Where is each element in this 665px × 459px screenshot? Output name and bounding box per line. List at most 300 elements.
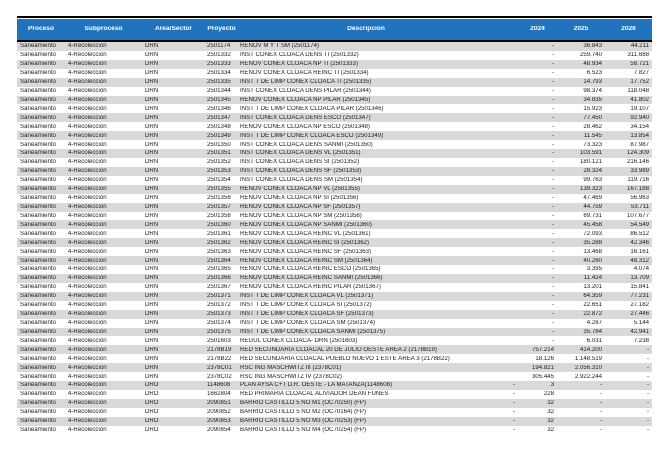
cell-2026: 77.231 (630, 293, 649, 300)
cell-2026: - (646, 382, 649, 389)
cell-proceso: Saneamiento (20, 427, 56, 434)
cell-subproceso: 4-Recolección (68, 391, 107, 398)
cell-proceso: Saneamiento (20, 337, 56, 344)
cell-proyecto: 2378C02 (207, 373, 232, 380)
cell-area-sector: DRN (145, 195, 159, 202)
cell-2024: - (551, 221, 554, 228)
cell-proceso: Saneamiento (20, 302, 56, 309)
cell-subproceso: 4-Recolección (68, 195, 107, 202)
cell-proyecto: 2501363 (207, 248, 231, 255)
table-row (17, 122, 652, 131)
cell-descripcion: RENOV CONEX CLOACA REINC PILAR (2501367) (240, 284, 381, 291)
cell-proceso: Saneamiento (20, 132, 56, 139)
cell-proyecto: 2501174 (207, 43, 231, 50)
cell-proyecto: 2501355 (207, 186, 231, 193)
cell-descripcion: RENOV CONEX CLOACA REINC TI (2501334) (240, 70, 369, 77)
cell-subproceso: 4-Recolección (68, 328, 107, 335)
cell-2024: - (551, 61, 554, 68)
cell-proyecto: 2090853 (207, 418, 231, 425)
cell-2024: - (551, 284, 554, 291)
cell-2026: 48.312 (630, 257, 649, 264)
cell-area-sector: DRO (145, 400, 159, 407)
cell-proyecto: 2501348 (207, 123, 231, 130)
cell-descripcion: INST T DE LIMP CONEX CLOACA SM (2501374) (240, 319, 376, 326)
cell-subproceso: 4-Recolección (68, 141, 107, 148)
cell-area-sector: DRN (145, 311, 159, 318)
cell-area-sector: DRN (145, 212, 159, 219)
cell-2025: 259.740 (579, 52, 602, 59)
cell-area-sector: DRN (145, 293, 159, 300)
cell-subproceso: 4-Recolección (68, 159, 107, 166)
cell-descripcion: RENOV CONEX CLOACA REINC SF (2501363) (240, 248, 372, 255)
cell-proyecto: 2178B19 (207, 346, 232, 353)
cell-proyecto: 2501371 (207, 293, 231, 300)
cell-2025: 47.469 (583, 195, 602, 202)
col-header-2025: 2025 (573, 26, 589, 33)
cell-descripcion: BARRIO CASTILLO 5 NO M4 (OC70254) (FP) (240, 427, 366, 434)
cell-area-sector: DRN (145, 230, 159, 237)
cell-proyecto: 2501362 (207, 239, 231, 246)
cell-2026: 17.752 (630, 79, 649, 86)
cell-proyecto: 1662804 (207, 391, 231, 398)
table-row (17, 60, 652, 69)
table-row (17, 238, 652, 247)
cell-proceso: Saneamiento (20, 88, 56, 95)
cell-2024: - (551, 230, 554, 237)
cell-2024: - (551, 302, 554, 309)
cell-proyecto: 2378C01 (207, 364, 232, 371)
cell-proceso: Saneamiento (20, 391, 56, 398)
cell-proceso: Saneamiento (20, 150, 56, 157)
cell-area-sector: DRN (145, 373, 159, 380)
cell-area-sector: DRN (145, 355, 159, 362)
table-row (17, 140, 652, 149)
cell-descripcion: RENOV M Y T SM (2501174) (240, 43, 320, 50)
cell-2026: 58.721 (630, 61, 649, 68)
cell-subproceso: 4-Recolección (68, 427, 107, 434)
cell-2025: 34.835 (583, 96, 602, 103)
cell-area-sector: DRN (145, 52, 159, 59)
cell-proceso: Saneamiento (20, 373, 56, 380)
cell-subproceso: 4-Recolección (68, 275, 107, 282)
table-row (17, 113, 652, 122)
cell-2024: 305.445 (531, 373, 554, 380)
cell-2026: 53.711 (630, 204, 649, 210)
table-row (17, 426, 652, 435)
cell-area-sector: DRN (145, 43, 159, 50)
cell-descripcion: RENOV CONEX CLOACA NP VL (2501355) (240, 186, 360, 193)
cell-subproceso: 4-Recolección (68, 364, 107, 371)
cell-2024: - (551, 105, 554, 112)
cell-proyecto: 2501361 (207, 230, 231, 237)
cell-area-sector: DRN (145, 159, 159, 166)
cell-2025: 3.395 (586, 266, 602, 273)
cell-subproceso: 4-Recolección (68, 311, 107, 318)
cell-2026: - (646, 427, 649, 434)
cell-area-sector: DRN (145, 319, 159, 326)
cell-area-sector: DRN (145, 221, 159, 228)
cell-2025: - (599, 409, 602, 416)
cell-2025: 2.056.310 (574, 364, 602, 371)
cell-descripcion: RED SECUNDARIA CLOACAL 20 DE JULIO OESTE AREA 2 (2178B19) (240, 346, 437, 353)
cell-proceso: Saneamiento (20, 275, 56, 282)
cell-descripcion: RENOV CONEX CLOACA NP ESCO (2501348) (240, 123, 370, 130)
cell-proyecto: 2501360 (207, 221, 231, 228)
cell-area-sector: DRO (145, 427, 159, 434)
col-header-subproceso: Subproceso (84, 26, 123, 33)
table-row (17, 292, 652, 301)
cell-proyecto: 2501349 (207, 132, 231, 139)
cell-2026: 92.940 (630, 114, 649, 121)
table-row (17, 229, 652, 238)
cell-2024: - (551, 275, 554, 282)
cell-subproceso: 4-Recolección (68, 96, 107, 103)
cell-subproceso: 4-Recolección (68, 168, 107, 175)
cell-2026: 33.989 (630, 168, 649, 175)
cell-2026: 7.827 (633, 70, 649, 77)
table-header-row (17, 19, 652, 42)
table-row (17, 390, 652, 399)
cell-proceso: Saneamiento (20, 319, 56, 326)
cell-area-sector: DRN (145, 105, 159, 112)
cell-proyecto: 2178B22 (207, 355, 232, 362)
cell-area-sector: DRN (145, 328, 159, 335)
cell-2024: - (551, 43, 554, 50)
cell-2026: - (646, 418, 649, 425)
cell-2024: - (551, 96, 554, 103)
cell-proyecto: 2501334 (207, 70, 231, 77)
cell-area-sector: DRN (145, 257, 159, 264)
cell-descripcion: BARRIO CASTILLO 5 NO M3 (OC70253) (FP) (240, 418, 366, 425)
cell-proyecto: 2501372 (207, 302, 231, 309)
cell-2024: - (551, 212, 554, 219)
cell-proceso: Saneamiento (20, 212, 56, 219)
cell-2025: 22.872 (583, 311, 602, 318)
cell-subproceso: 4-Recolección (68, 409, 107, 416)
cell-subproceso: 4-Recolección (68, 346, 107, 353)
cell-proyecto: 2501356 (207, 195, 231, 202)
table-row (17, 408, 652, 417)
table-row (17, 42, 652, 51)
cell-area-sector: DRN (145, 114, 159, 121)
cell-2025: 4.287 (586, 319, 602, 326)
cell-area-sector: DRN (145, 177, 159, 184)
cell-proyecto: 2501351 (207, 150, 231, 157)
cell-2025: - (599, 382, 602, 389)
cell-subproceso: 4-Recolección (68, 266, 107, 273)
table-row (17, 176, 652, 185)
cell-2025: 11.424 (583, 275, 602, 282)
cell-subproceso: 4-Recolección (68, 221, 107, 228)
cell-2024: - (551, 239, 554, 246)
cell-proyecto: 2501374 (207, 319, 231, 326)
cell-proceso: Saneamiento (20, 382, 56, 389)
table-row (17, 301, 652, 310)
cell-2025: 6.523 (586, 70, 602, 77)
cell-area-sector: DRO (145, 382, 159, 389)
cell-2024: - (551, 114, 554, 121)
cell-proceso: Saneamiento (20, 141, 56, 148)
cell-area-sector: DRO (145, 391, 159, 398)
cell-2024: - (551, 88, 554, 95)
cell-2026: - (646, 409, 649, 416)
cell-2026: 87.987 (630, 141, 649, 148)
table-row (17, 381, 652, 390)
cell-area-sector: DRN (145, 346, 159, 353)
cell-2026: 7.238 (633, 337, 649, 344)
cell-2024: - (551, 177, 554, 184)
cell-descripcion: RENOV CONEX CLOACA REINC VL (2501361) (240, 230, 371, 237)
table-row (17, 87, 652, 96)
cell-2026: - (646, 391, 649, 398)
cell-2025: 40.260 (583, 257, 602, 264)
cell-2025: 44.759 (583, 204, 602, 210)
cell-proceso: Saneamiento (20, 123, 56, 130)
cell-2024: 32 (547, 418, 554, 425)
table-row (17, 283, 652, 292)
cell-2024: 32 (547, 400, 554, 407)
cell-area-sector: DRN (145, 132, 159, 139)
cell-proyecto: 2501347 (207, 114, 231, 121)
table-row (17, 354, 652, 363)
cell-proceso: Saneamiento (20, 186, 56, 193)
table-row (17, 363, 652, 372)
cell-pre-2024: - (512, 391, 515, 398)
cell-descripcion: PLAN AYSA C+T D.R. OESTE - LA MATANZA(1148608) (240, 382, 393, 389)
cell-proceso: Saneamiento (20, 230, 56, 237)
cell-proceso: Saneamiento (20, 195, 56, 202)
cell-area-sector: DRN (145, 123, 159, 130)
cell-descripcion: INST T DE LIMP CONEX CLOACA TI (2501335) (240, 79, 372, 86)
table-row (17, 417, 652, 426)
cell-proyecto: 2501354 (207, 177, 231, 184)
cell-proceso: Saneamiento (20, 221, 56, 228)
col-header-area-sector: Área/Sector (154, 26, 193, 33)
table-row (17, 274, 652, 283)
table-body (17, 42, 652, 435)
cell-area-sector: DRO (145, 418, 159, 425)
cell-descripcion: INST T DE LIMP CONEX CLOACA SF (2501373) (240, 311, 374, 318)
cell-descripcion: INST CONEX CLOACA DENS SI (2501352) (240, 159, 360, 166)
cell-2026: 41.802 (630, 96, 649, 103)
cell-descripcion: RED SECUNDARIA CLOACAL PUEBLO NUEVO 1 ESTE ÁREA 3 (2178B22) (240, 355, 450, 362)
cell-descripcion: INST T DE LIMP CONEX CLOACA VL (2501371) (240, 293, 374, 300)
table-row (17, 78, 652, 87)
table-row (17, 256, 652, 265)
cell-descripcion: BARRIO CASTILLO 5 NO M2 (OC70164) (FP) (240, 409, 366, 416)
cell-subproceso: 4-Recolección (68, 230, 107, 237)
cell-subproceso: 4-Recolección (68, 88, 107, 95)
cell-2025: 139.323 (579, 186, 602, 193)
cell-subproceso: 4-Recolección (68, 132, 107, 139)
cell-2025: 35.288 (583, 239, 602, 246)
cell-2025: 99.763 (583, 177, 602, 184)
cell-2024: 3 (550, 382, 554, 389)
cell-proyecto: 2501603 (207, 337, 231, 344)
cell-subproceso: 4-Recolección (68, 382, 107, 389)
cell-2024: - (551, 257, 554, 264)
cell-area-sector: DRN (145, 141, 159, 148)
cell-proceso: Saneamiento (20, 409, 56, 416)
table-row (17, 220, 652, 229)
cell-subproceso: 4-Recolección (68, 418, 107, 425)
cell-2026: 34.154 (630, 123, 649, 130)
cell-descripcion: RENOV CONEX CLOACA NP SF (2501357) (240, 204, 361, 210)
cell-2026: 15.841 (630, 284, 649, 291)
cell-subproceso: 4-Recolección (68, 79, 107, 86)
cell-area-sector: DRN (145, 70, 159, 77)
cell-subproceso: 4-Recolección (68, 355, 107, 362)
cell-subproceso: 4-Recolección (68, 284, 107, 291)
cell-2025: 414.200 (579, 346, 602, 353)
cell-2026: 13.709 (630, 275, 649, 282)
cell-2025: 45.458 (583, 221, 602, 228)
cell-2025: 14.793 (583, 79, 602, 86)
cell-area-sector: DRN (145, 88, 159, 95)
cell-subproceso: 4-Recolección (68, 150, 107, 157)
cell-2026: - (646, 400, 649, 407)
cell-proyecto: 2501358 (207, 212, 231, 219)
projects-table (17, 16, 652, 435)
cell-subproceso: 4-Recolección (68, 319, 107, 326)
cell-2025: 15.923 (583, 105, 602, 112)
cell-subproceso: 4-Recolección (68, 204, 107, 210)
cell-proyecto: 2501373 (207, 311, 231, 318)
cell-proceso: Saneamiento (20, 346, 56, 353)
cell-proceso: Saneamiento (20, 177, 56, 184)
table-row (17, 51, 652, 60)
cell-area-sector: DRN (145, 284, 159, 291)
cell-2025: 11.545 (583, 132, 602, 139)
cell-2024: - (551, 168, 554, 175)
cell-2026: 44.211 (630, 43, 649, 50)
cell-2026: 118.048 (627, 88, 649, 95)
table-row (17, 203, 652, 212)
cell-descripcion: RENOV CONEX CLOACA NP SANMI (2501360) (240, 221, 372, 228)
cell-subproceso: 4-Recolección (68, 239, 107, 246)
cell-2025: 28.462 (583, 123, 602, 130)
cell-2025: 1.148.519 (574, 355, 602, 362)
cell-pre-2024: - (512, 427, 515, 434)
cell-2024: - (551, 195, 554, 202)
cell-2025: - (599, 400, 602, 407)
cell-proyecto: 1148608 (207, 382, 231, 389)
cell-proyecto: 2501345 (207, 96, 231, 103)
cell-proceso: Saneamiento (20, 105, 56, 112)
cell-descripcion: RSC ING MASCHWITZ IV (2378C02) (240, 373, 342, 380)
cell-descripcion: INST T DE LIMP CONEX CLOACA SI (2501372) (240, 302, 372, 309)
cell-2026: 167.188 (626, 186, 649, 193)
cell-descripcion: RENOV CONEX CLOACA NP SI (2501356) (240, 195, 359, 202)
cell-proceso: Saneamiento (20, 328, 56, 335)
col-header-proyecto: Proyecto (207, 26, 236, 33)
table-row (17, 372, 652, 381)
cell-pre-2024: - (512, 418, 515, 425)
cell-area-sector: DRN (145, 96, 159, 103)
cell-proceso: Saneamiento (20, 168, 56, 175)
table-row (17, 69, 652, 78)
cell-area-sector: DRN (145, 239, 159, 246)
cell-proyecto: 2501352 (207, 159, 231, 166)
table-row (17, 328, 652, 337)
cell-proceso: Saneamiento (20, 257, 56, 264)
cell-2024: - (551, 328, 554, 335)
cell-pre-2024: - (512, 382, 515, 389)
cell-descripcion: RENOV CONEX CLOACA NP SM (2501358) (240, 212, 362, 219)
cell-2025: 98.374 (583, 88, 602, 95)
cell-2024: 194.821 (531, 364, 554, 371)
cell-descripcion: RENOV CONEX CLOACA REINC SI (2501362) (240, 239, 370, 246)
cell-proceso: Saneamiento (20, 43, 56, 50)
cell-area-sector: DRO (145, 409, 159, 416)
cell-2025: 89.731 (583, 212, 602, 219)
cell-proyecto: 2501365 (207, 266, 231, 273)
cell-2025: 77.450 (583, 114, 602, 121)
cell-proyecto: 2090854 (207, 427, 231, 434)
table-row (17, 399, 652, 408)
cell-pre-2024: - (512, 409, 515, 416)
cell-descripcion: RSC ING MASCHWITZ III (2378C01) (240, 364, 342, 371)
cell-proceso: Saneamiento (20, 284, 56, 291)
cell-proyecto: 2501367 (207, 284, 231, 291)
cell-2025: 2.922.244 (574, 373, 602, 380)
col-header-descripcion: Descripción (347, 26, 385, 33)
cell-area-sector: DRN (145, 302, 159, 309)
cell-proyecto: 2501364 (207, 257, 231, 264)
table-row (17, 158, 652, 167)
cell-2026: - (646, 373, 649, 380)
table-row (17, 167, 652, 176)
cell-proyecto: 2501350 (207, 141, 231, 148)
cell-descripcion: RENOV CONEX CLOACA REINC SANMI (2501366) (240, 275, 383, 282)
cell-2024: - (551, 79, 554, 86)
cell-subproceso: 4-Recolección (68, 123, 107, 130)
cell-2024: 757.214 (531, 346, 554, 353)
cell-subproceso: 4-Recolección (68, 177, 107, 184)
table-row (17, 96, 652, 105)
cell-2024: - (551, 319, 554, 326)
cell-2026: 42.346 (630, 239, 649, 246)
cell-2024: - (551, 311, 554, 318)
cell-2025: - (599, 418, 602, 425)
cell-2024: - (551, 204, 554, 210)
cell-2024: - (551, 159, 554, 166)
cell-2026: 42.941 (630, 328, 649, 335)
table-row (17, 194, 652, 203)
cell-descripcion: BARRIO CASTILLO 5 NO M1 (OC70250) (FP) (240, 400, 366, 407)
cell-area-sector: DRN (145, 248, 159, 255)
cell-proyecto: 2501366 (207, 275, 231, 282)
cell-descripcion: RENOV CONEX CLOACA REINC SM (2501364) (240, 257, 373, 264)
cell-proyecto: 2501346 (207, 105, 231, 112)
table-row (17, 319, 652, 328)
cell-2026: 27.182 (630, 302, 649, 309)
cell-descripcion: INST CONEX CLOACA DENS ESCO (2501347) (240, 114, 371, 121)
cell-2026: - (646, 355, 649, 362)
cell-area-sector: DRN (145, 186, 159, 193)
cell-proceso: Saneamiento (20, 418, 56, 425)
cell-descripcion: RENOV CONEX CLOACA REINC ESCO (2501365) (240, 266, 381, 273)
cell-2024: - (551, 141, 554, 148)
cell-2024: - (551, 248, 554, 255)
cell-2026: 54.549 (630, 221, 649, 228)
cell-2024: 32 (547, 409, 554, 416)
cell-proyecto: 2501332 (207, 52, 231, 59)
cell-proyecto: 2501353 (207, 168, 231, 175)
cell-proceso: Saneamiento (20, 79, 56, 86)
cell-2024: 32 (547, 427, 554, 434)
cell-2025: 72.093 (583, 230, 602, 237)
